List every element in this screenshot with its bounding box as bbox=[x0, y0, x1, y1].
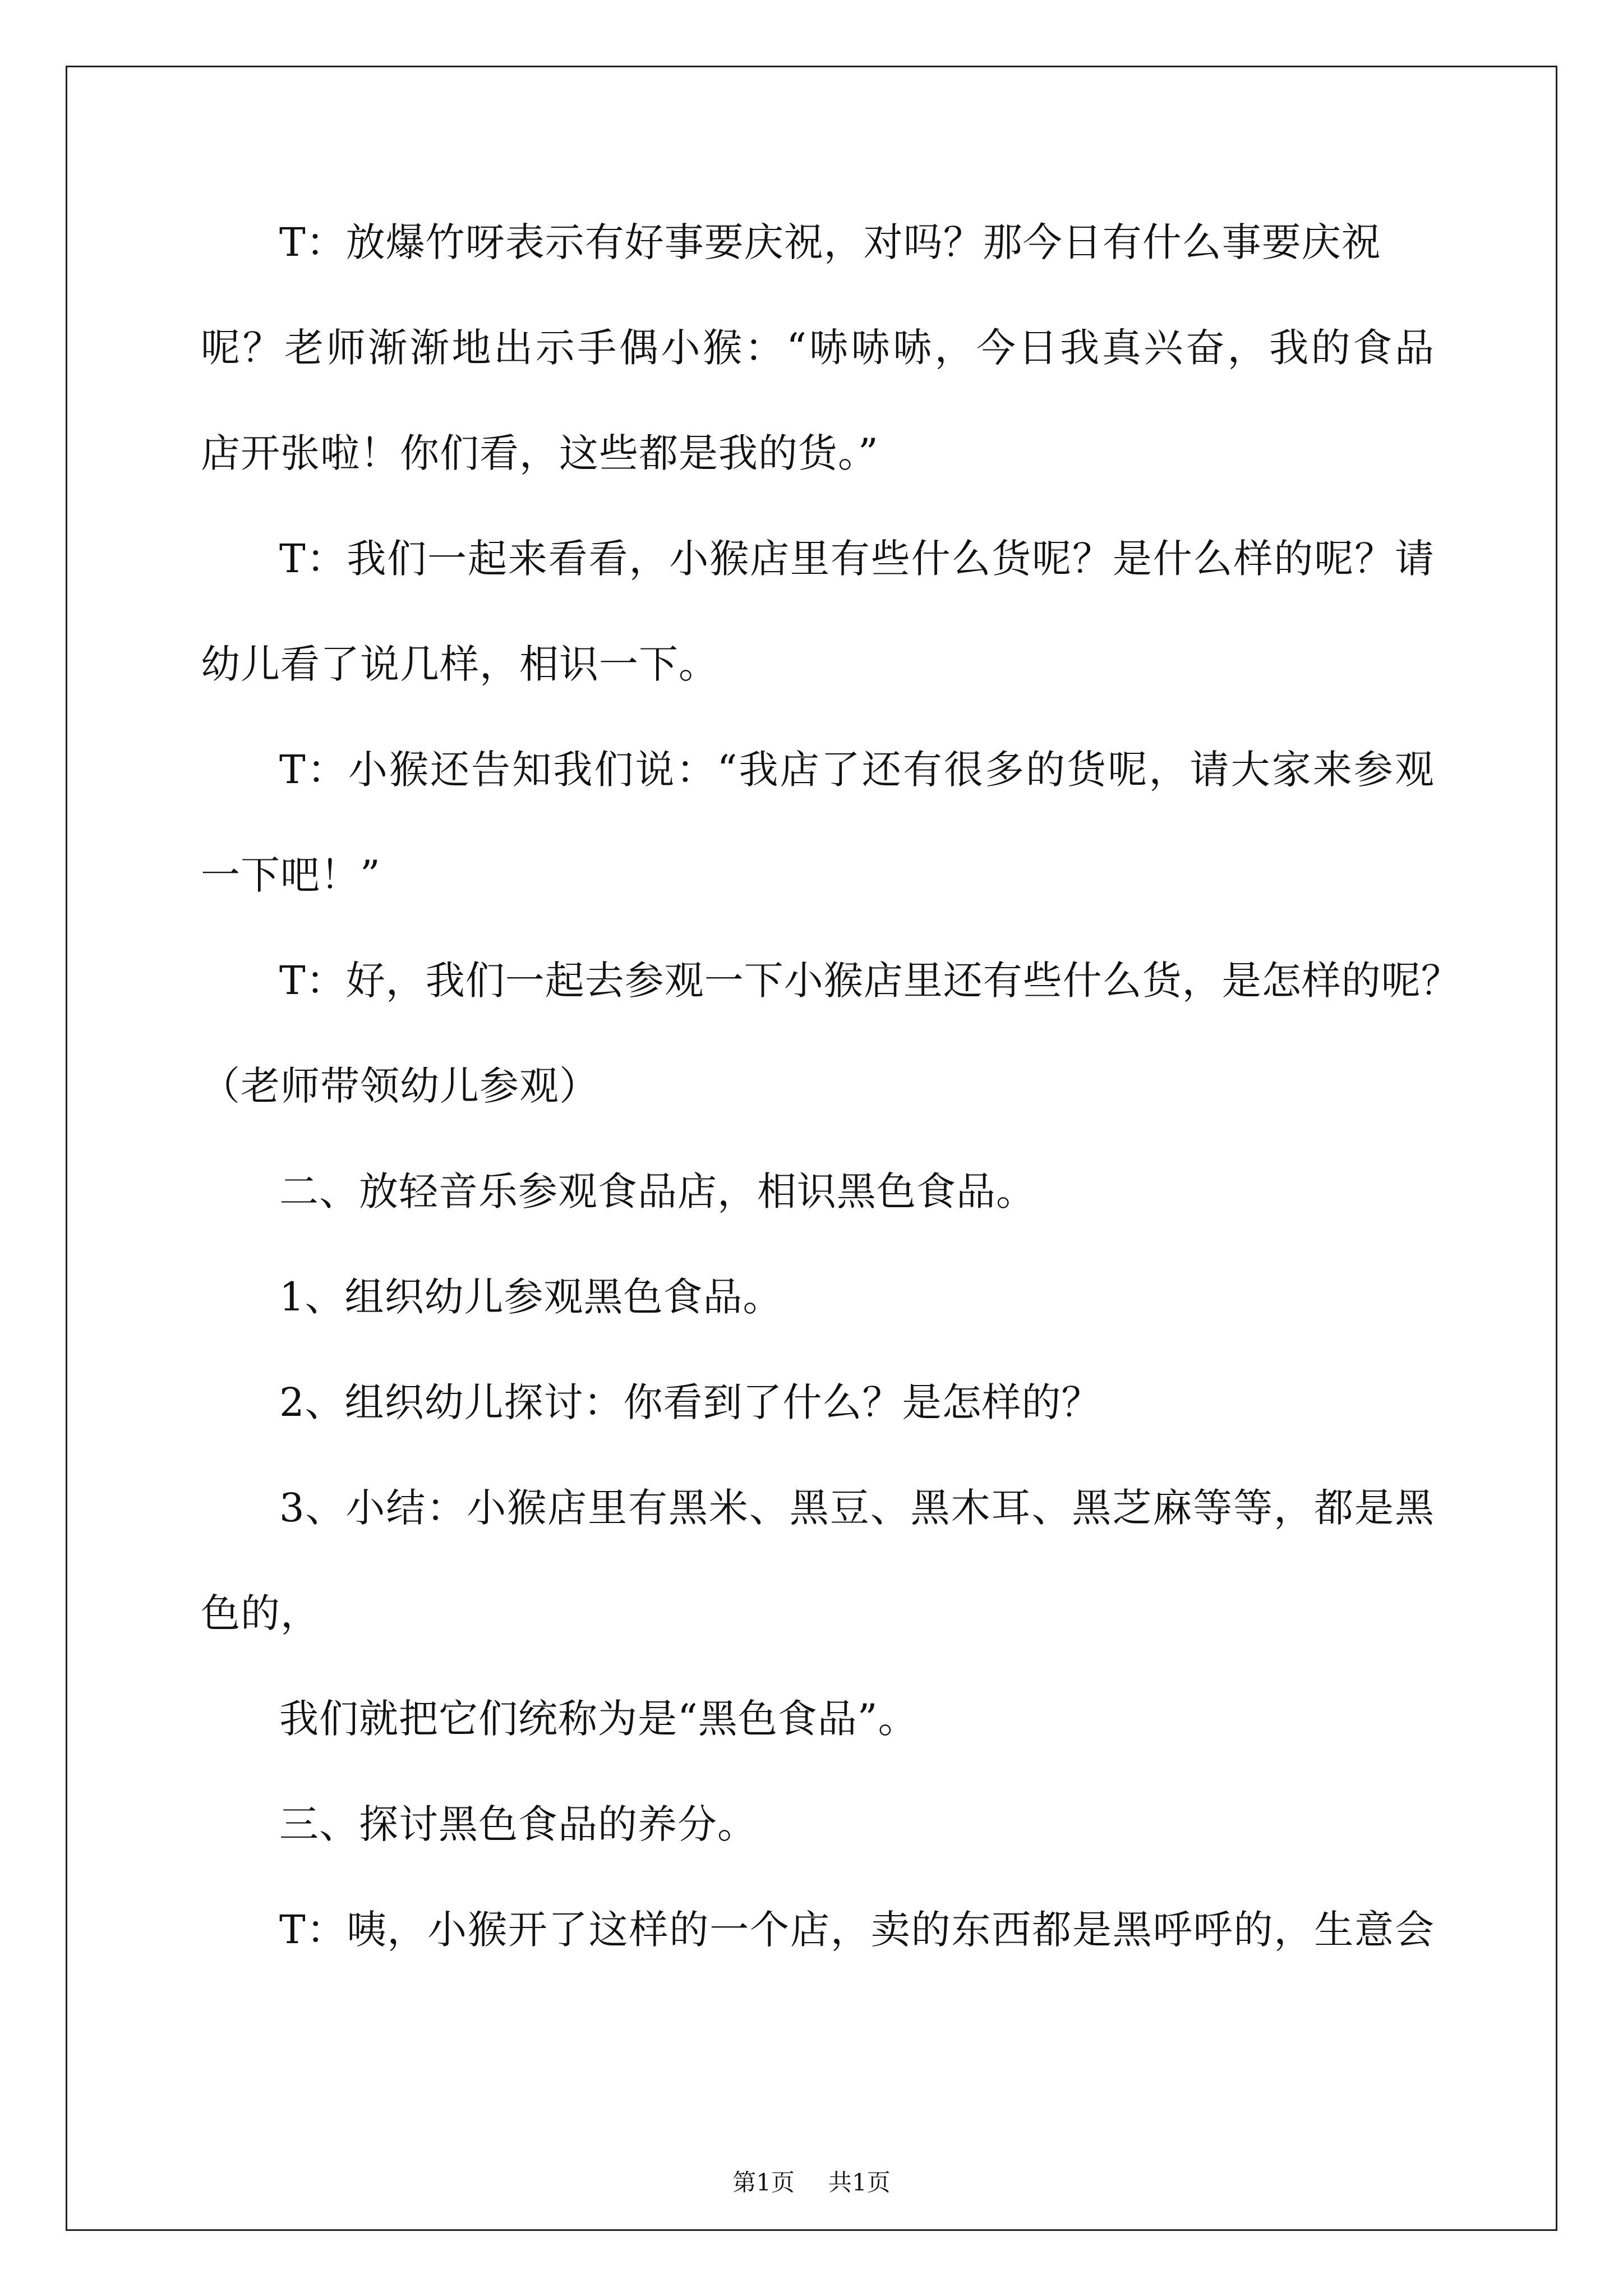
paragraph-line: 三、探讨黑色食品的养分。 bbox=[279, 1801, 757, 1847]
paragraph-line: 1、组织幼儿参观黑色食品。 bbox=[279, 1274, 783, 1320]
paragraph-line: T：咦，小猴开了这样的一个店，卖的东西都是黑呼呼的，生意会 bbox=[279, 1907, 1435, 1953]
paragraph-line: 一下吧！” bbox=[201, 852, 381, 898]
paragraph-line: 二、放轻音乐参观食品店，相识黑色食品。 bbox=[279, 1168, 1036, 1214]
paragraph-line: 色的， bbox=[201, 1590, 320, 1636]
paragraph-line: 2、组织幼儿探讨：你看到了什么？是怎样的？ bbox=[279, 1379, 1101, 1425]
paragraph-line: T：好，我们一起去参观一下小猴店里还有些什么货，是怎样的呢？ bbox=[279, 958, 1461, 1004]
paragraph-line: 3、小结：小猴店里有黑米、黑豆、黑木耳、黑芝麻等等，都是黑 bbox=[279, 1485, 1435, 1531]
paragraph-line: T：小猴还告知我们说：“我店了还有很多的货呢，请大家来参观 bbox=[279, 747, 1435, 793]
paragraph-line: 幼儿看了说几样，相识一下。 bbox=[201, 641, 718, 687]
paragraph-line: 店开张啦！你们看，这些都是我的货。” bbox=[201, 430, 879, 476]
page-total: 共1页 bbox=[828, 2169, 891, 2196]
paragraph-line: T：我们一起来看看，小猴店里有些什么货呢？是什么样的呢？请 bbox=[279, 536, 1435, 582]
page-number: 第1页 bbox=[732, 2169, 795, 2196]
paragraph-line: 我们就把它们统称为是“黑色食品”。 bbox=[279, 1696, 918, 1742]
page-footer bbox=[0, 2168, 1623, 2197]
paragraph-line: （老师带领幼儿参观） bbox=[201, 1063, 599, 1109]
paragraph-line: T：放爆竹呀表示有好事要庆祝，对吗？那今日有什么事要庆祝 bbox=[279, 219, 1381, 265]
paragraph-line: 呢？老师渐渐地出示手偶小猴：“哧哧哧，今日我真兴奋，我的食品 bbox=[201, 325, 1435, 371]
